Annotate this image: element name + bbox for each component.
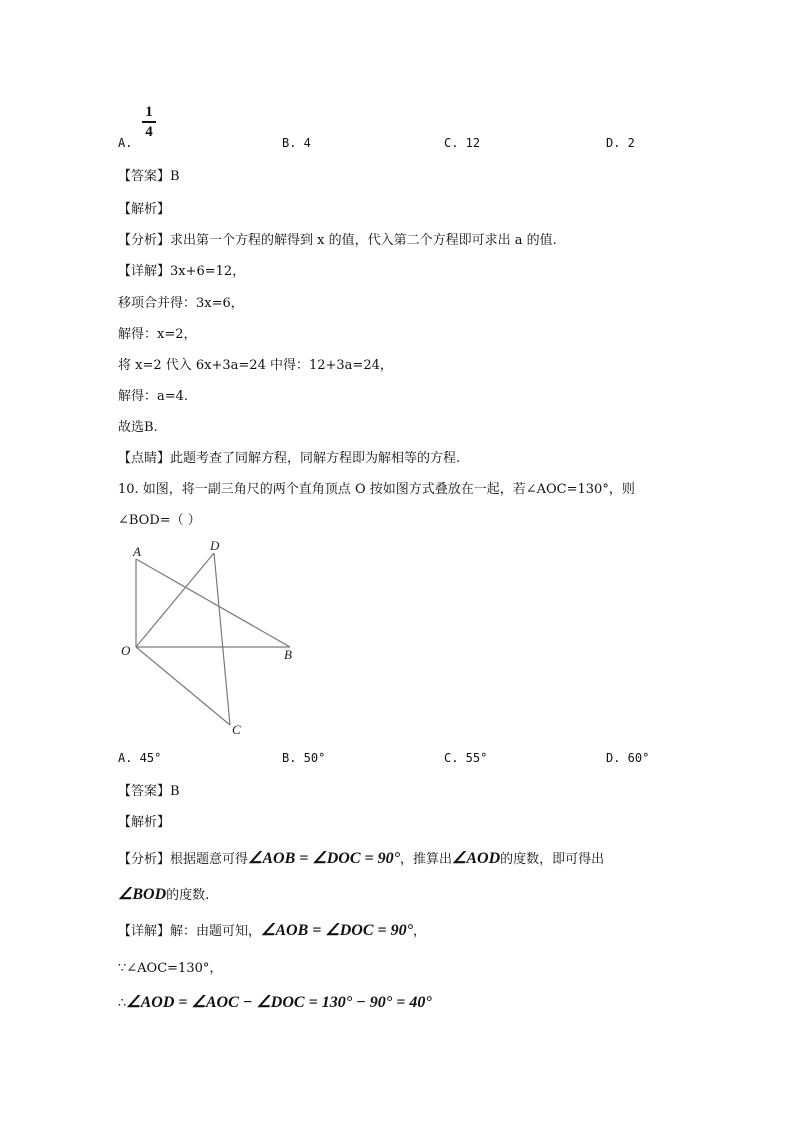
math-aod: ∠AOD: [452, 850, 501, 867]
label-d: D: [210, 538, 220, 553]
q10-jiexi: 【解析】: [118, 815, 171, 830]
q9-step4: 解得：a=4.: [118, 389, 189, 404]
math-detail: ∠AOB = ∠DOC = 90°: [261, 922, 414, 939]
therefore-symbol: ∴: [118, 996, 127, 1011]
q9-step3: 将 x=2 代入 6x+3a=24 中得：12+3a=24，: [118, 358, 393, 373]
q10-option-c: C. 55°: [444, 751, 488, 765]
label-c: C: [232, 722, 241, 737]
q9-analysis: 【分析】求出第一个方程的解得到 x 的值，代入第二个方程即可求出 a 的值.: [118, 233, 557, 248]
q9-choose: 故选B.: [118, 420, 158, 435]
analysis2-suffix: 的度数.: [166, 888, 210, 903]
segment-od: [136, 553, 214, 647]
q9-comment: 【点睛】此题考查了同解方程，同解方程即为解相等的方程.: [118, 451, 461, 466]
q9-answer: 【答案】B: [118, 169, 180, 184]
math-aob-doc: ∠AOB = ∠DOC = 90°: [248, 850, 401, 867]
label-o: O: [121, 643, 131, 658]
q10-detail: [118, 920, 426, 940]
option-b: B. 4: [282, 136, 311, 150]
math-bod: ∠BOD: [118, 886, 167, 903]
detail-prefix: 【详解】解：由题可知，: [118, 924, 262, 939]
q10-option-a: A. 45°: [118, 751, 162, 765]
fraction-denominator: 4: [145, 123, 153, 140]
segment-ab: [136, 559, 290, 647]
option-a-label: A.: [118, 136, 133, 150]
q10-answer: 【答案】B: [118, 784, 180, 799]
analysis-prefix: 【分析】根据题意可得: [118, 852, 249, 867]
label-a: A: [133, 544, 141, 559]
analysis-suffix: 的度数，即可得出: [500, 852, 605, 867]
analysis-mid: ，推算出: [400, 852, 453, 867]
fraction-bar: [142, 121, 156, 123]
q9-detail: 【详解】3x+6=12，: [118, 264, 246, 279]
option-d: D. 2: [606, 136, 635, 150]
fraction-numerator: 1: [145, 104, 153, 120]
q9-step2: 解得：x=2，: [118, 327, 197, 342]
q9-step1: 移项合并得：3x=6，: [118, 296, 244, 311]
q10-stem-line2: ∠BOD=（ ）: [118, 513, 201, 528]
label-b: B: [284, 647, 292, 662]
math-therefore: ∠AOD = ∠AOC − ∠DOC = 130° − 90° = 40°: [126, 994, 432, 1011]
q10-analysis: [118, 848, 604, 868]
q10-option-d: D. 60°: [606, 751, 650, 765]
triangle-figure: [110, 535, 310, 740]
q9-jiexi: 【解析】: [118, 202, 171, 217]
detail-suffix: ，: [413, 924, 427, 939]
segment-dc: [214, 553, 230, 725]
option-c: C. 12: [444, 136, 481, 150]
q10-since: ∵∠AOC=130°，: [118, 961, 223, 976]
q10-analysis-line2: [118, 884, 209, 904]
segment-oc: [136, 647, 230, 725]
option-a-fraction: [142, 104, 156, 140]
q10-therefore: [118, 992, 432, 1012]
q10-stem-line1: 10. 如图，将一副三角尺的两个直角顶点 O 按如图方式叠放在一起，若∠AOC=130°，则: [118, 482, 635, 497]
q10-option-b: B. 50°: [282, 751, 326, 765]
